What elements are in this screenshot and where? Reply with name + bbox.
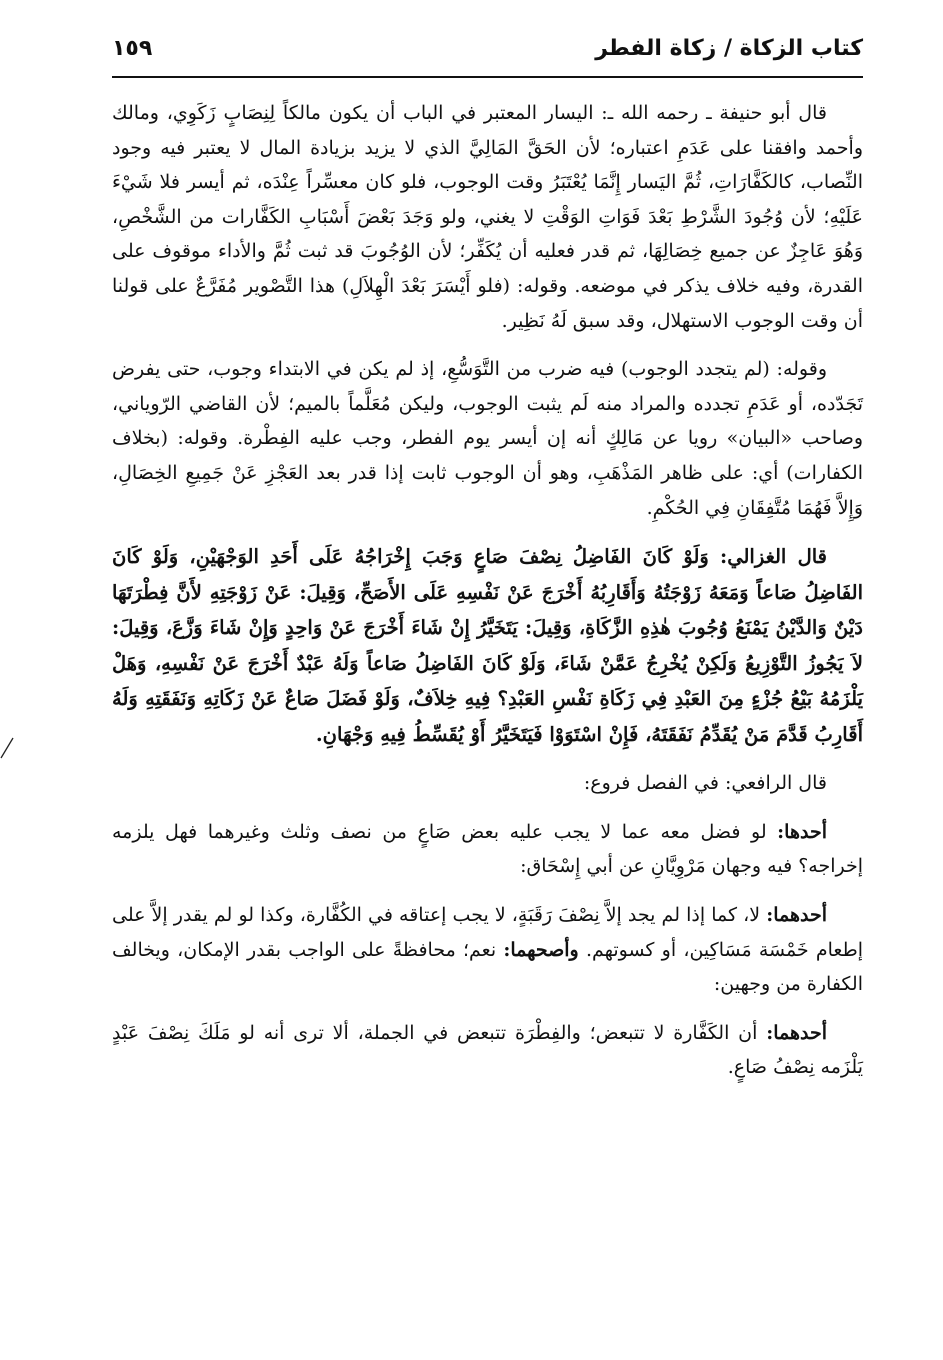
paragraph-two-views <box>112 898 863 1002</box>
running-title: كتاب الزكاة / زكاة الفطر <box>595 36 863 61</box>
paragraph-text-correct: نعم؛ محافظةً على الواجب بقدر الإمكان، ويخالف الكفارة من وجهين: <box>112 938 863 996</box>
paragraph-text: أن الكَفَّارة لا تتبعض؛ والفِطْرَة تتبعض في الجملة، ألا ترى أنه لو مَلَكَ نِصْفَ عَبْدٍ يَلْزَمه نِصْفُ صَاعٍ. <box>112 1021 863 1079</box>
lead-word: أحدهما: <box>766 1021 827 1044</box>
paragraph-first-branch <box>112 815 863 884</box>
lead-word: أحدها: <box>777 820 827 843</box>
paragraph-text: لا، كما إذا لم يجد إلاَّ نِصْفَ رَقَبَةٍ، لا يجب إعتاقه في الكُفَّارة، وكذا لو لم يقدر إلاَّ على إطعام خَمْسَة مَسَاكِين، أو كسوتهم. <box>112 903 863 961</box>
page-body <box>112 96 863 1099</box>
paragraph-first-difference <box>112 1016 863 1085</box>
page-number: ١٥٩ <box>112 36 153 61</box>
margin-tick-mark <box>0 736 14 760</box>
lead-word: أحدهما: <box>766 903 827 926</box>
paragraph-text: لو فضل معه عما لا يجب عليه بعض صَاعٍ من نصف وثلث وغيرهما فهل يلزمه إخراجه؟ فيه وجهان مَرْوِيَّانِ عن أبي إِسْحَاق: <box>112 820 863 878</box>
paragraph-ghazali-matn: قال الغزالي: وَلَوْ كَانَ الفَاضِلُ نِصْفَ صَاعٍ وَجَبَ إِخْرَاجُهُ عَلَى أَحَدِ الوَجْهَيْنِ، وَلَوْ كَانَ الفَاضِلُ صَاعاً وَمَعَهُ زَوْجَتُهُ وَأَقَارِبُهُ أَخْرَجَ عَنْ نَفْسِهِ عَلَى الأَصَحِّ، وَقِيلَ: عَنْ زَوْجَتِهِ لأَنَّ فِطْرَتَهَا دَيْنٌ وَالدَّيْنُ يَمْنَعُ وُجُوبَ هٰذِهِ الزَّكَاةِ، وَقِيلَ: يَتَخَيَّرُ إِنْ شَاءَ أَخْرَجَ عَنْ وَاحِدٍ وَإِنْ شَاءَ وَزَّعَ، وَقِيلَ: لاَ يَجُوزُ التَّوْزِيعُ وَلَكِنْ يُخْرِجُ عَمَّنْ شَاءَ، وَلَوْ كَانَ الفَاضِلُ صَاعاً وَلَهُ عَبْدٌ أَخْرَجَ عَنْ نَفْسِهِ، وَهَلْ يَلْزَمُهُ بَيْعُ جُزْءٍ مِنَ العَبْدِ فِي زَكَاةِ نَفْسِ العَبْدِ؟ فِيهِ خِلاَفٌ، وَلَوْ فَضَلَ صَاعٌ عَنْ زَكَاتِهِ وَنَفَقَتِهِ وَلَهُ أَقَارِبُ قَدَّمَ مَنْ يُقَدِّمُ نَفَقَتَهُ، فَإِنْ اسْتَوَوْا فَيَتَخَيَّرُ أَوْ يُقَسِّطُ فِيهِ وَجْهَانِ. <box>112 545 863 746</box>
lead-word-correct: وأصحهما: <box>503 938 579 961</box>
paragraph-rafii-intro: قال الرافعي: في الفصل فروع: <box>583 772 827 795</box>
page-header <box>112 32 863 78</box>
paragraph-abu-hanifa: قال أبو حنيفة ـ رحمه الله ـ: اليسار المعتبر في الباب أن يكون مالكاً لِنِصَابٍ زَكَوِي، ومالك وأحمد وافقنا على عَدَمِ اعتباره؛ لأن الحَقَّ المَالِيَّ الذي لا يزيد بزيادة المال لا يعتبر فيه وجود النِّصاب، كالكَفَّارَاتِ، ثُمَّ اليَسار إِنَّمَا يُعْتَبَرُ وقت الوجوب، فلو كان معسِّراً عِنْدَه، ثم أيسر فلا شَيْءَ عَلَيْهِ؛ لأن وُجُودَ الشَّرْطِ بَعْدَ فَوَاتِ الوَقْتِ لا يغني، ولو وَجَدَ بَعْضَ أَسْبَابِ الكَفَّارات من الشَّخْصِ، وَهُوَ عَاجِزٌ عن جميع خِصَالِهَا، ثم قدر فعليه أن يُكَفِّر؛ لأن الوُجُوبَ قد ثبت ثُمَّ والأداء موقوف على القدرة، وفيه خلاف يذكر في موضعه. وقوله: (فلو أَيْسَرَ بَعْدَ الْهِلاَلِ) هذا التَّصْوير مُفَرَّعٌ على قولنا أن وقت الوجوب الاستهلال، وقد سبق لَهُ نَظِير. <box>112 102 863 332</box>
paragraph-wujub-commentary: وقوله: (لم يتجدد الوجوب) فيه ضرب من التَّوَسُّعِ، إذ لم يكن في الابتداء وجوب، حتى يفرض تَجَدّده، أو عَدَمِ تجدده والمراد منه لَم يثبت الوجوب، وليكن مُعَلَّماً بالميم؛ لأن القاضي الرّوياني، وصاحب «البيان» رويا عن مَالِكٍ أنه إن أيسر يوم الفطر، وجب عليه الفِطْرة. وقوله: (بخلاف الكفارات) أي: على ظاهر المَذْهَبِ، وهو أن الوجوب ثابت إذا قدر بعد العَجْزِ عَنْ جَمِيعِ الخِصَالِ، وَإِلاَّ فَهُمَا مُتَّفِقَانِ فِي الحُكْمِ. <box>112 358 863 519</box>
